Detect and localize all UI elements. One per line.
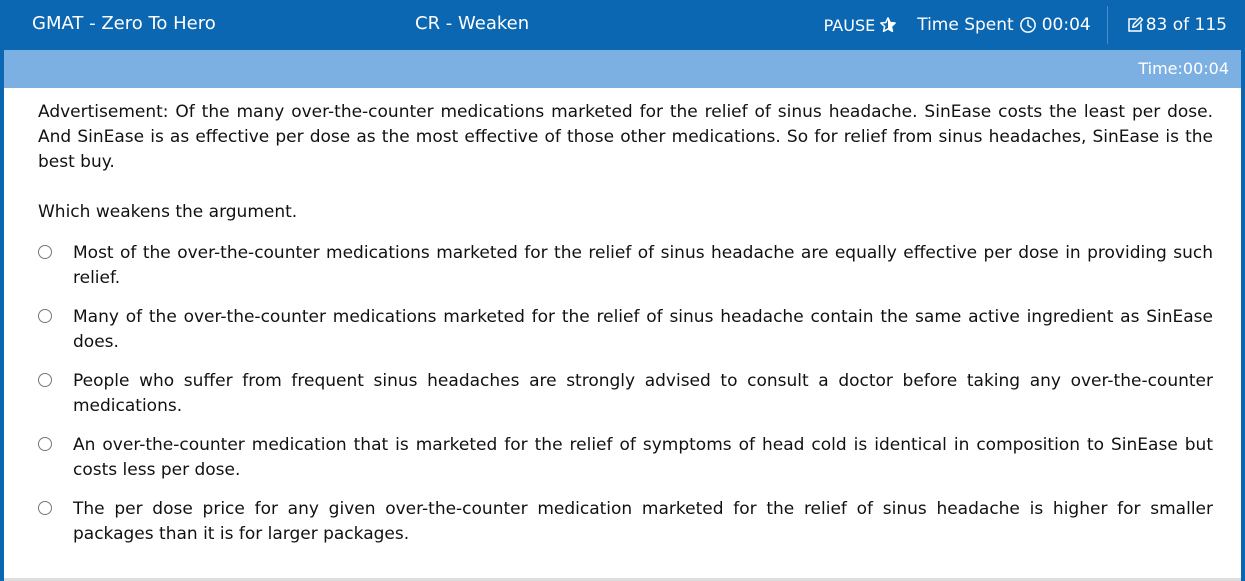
answer-option[interactable] [38,369,1213,419]
question-content [38,100,1213,561]
time-spent-label: Time Spent [917,15,1014,35]
question-prompt: Which weakens the argument. [38,202,298,222]
edit-icon [1126,16,1144,34]
time-spent [917,15,1091,35]
answer-options [38,241,1213,547]
header-controls [824,0,1227,50]
pause-button[interactable] [824,16,898,35]
header-divider [1107,6,1108,44]
answer-option-text: The per dose price for any given over-the-counter medication marketed for the relief of sinus headache is higher for smaller packages than it is for larger packages. [73,499,1213,544]
pause-label: PAUSE [823,15,876,35]
radio-button[interactable] [38,501,52,515]
answer-option[interactable] [38,305,1213,355]
progress-text: 83 of 115 [1145,15,1227,35]
question-stem: Advertisement: Of the many over-the-counter medications marketed for the relief of sinus headache. SinEase costs the least per dose. And SinEase is as effective per dose as the most effective of those other medications. So for relief from sinus headaches, SinEase is the best buy. [38,102,1213,172]
answer-option-text: Most of the over-the-counter medications marketed for the relief of sinus headache are equally effective per dose in providing such relief. [73,243,1213,288]
answer-option-text: An over-the-counter medication that is marketed for the relief of symptoms of head cold is identical in composition to SinEase but costs less per dose. [73,435,1213,480]
answer-option[interactable] [38,241,1213,291]
time-spent-value: 00:04 [1041,15,1091,35]
course-title: GMAT - Zero To Hero [32,13,216,34]
clock-icon [1019,16,1037,34]
section-title: CR - Weaken [415,13,530,34]
answer-option-text: Many of the over-the-counter medications marketed for the relief of sinus headache contain the same active ingredient as SinEase does. [73,307,1213,352]
radio-button[interactable] [38,309,52,323]
star-icon [879,16,897,34]
question-timer: Time:00:04 [1138,59,1229,78]
radio-button[interactable] [38,245,52,259]
timer-bar [4,50,1241,88]
answer-option-text: People who suffer from frequent sinus headaches are strongly advised to consult a doctor before taking any over-the-counter medications. [73,371,1213,416]
radio-button[interactable] [38,373,52,387]
answer-option[interactable] [38,433,1213,483]
answer-option[interactable] [38,497,1213,547]
top-bar [4,0,1241,50]
question-progress [1126,15,1227,35]
radio-button[interactable] [38,437,52,451]
